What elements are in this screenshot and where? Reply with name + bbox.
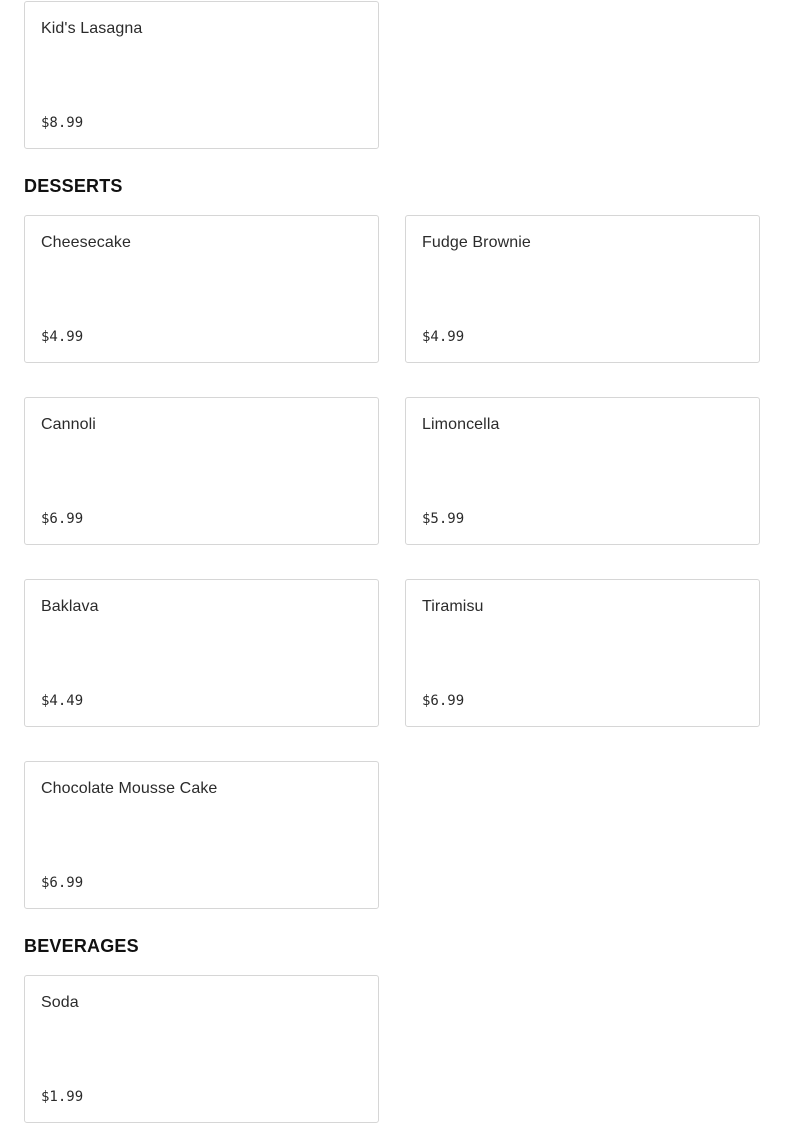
menu-item-price: $8.99 xyxy=(41,115,84,131)
menu-item-name: Fudge Brownie xyxy=(422,234,531,251)
section-title-desserts: DESSERTS xyxy=(24,176,123,196)
menu-item-card[interactable] xyxy=(24,215,379,363)
menu-item-price: $4.99 xyxy=(422,329,465,345)
section-title-beverages: BEVERAGES xyxy=(24,936,139,956)
menu-item-name: Cannoli xyxy=(41,416,96,433)
menu-item-card[interactable] xyxy=(24,579,379,727)
menu-item-card[interactable] xyxy=(405,579,760,727)
menu-item-name: Chocolate Mousse Cake xyxy=(41,780,218,797)
menu-item-price: $5.99 xyxy=(422,511,465,527)
menu-item-card[interactable] xyxy=(24,975,379,1123)
menu-item-card[interactable] xyxy=(24,761,379,909)
menu-item-price: $6.99 xyxy=(41,875,84,891)
menu-item-name: Soda xyxy=(41,994,79,1011)
menu-item-name: Cheesecake xyxy=(41,234,131,251)
menu-item-card[interactable] xyxy=(24,397,379,545)
menu-item-price: $4.99 xyxy=(41,329,84,345)
menu-item-card[interactable] xyxy=(24,1,379,149)
menu-item-price: $4.49 xyxy=(41,693,84,709)
menu-item-price: $6.99 xyxy=(422,693,465,709)
menu-item-price: $6.99 xyxy=(41,511,84,527)
menu-item-name: Tiramisu xyxy=(422,598,484,615)
menu-item-card[interactable] xyxy=(405,397,760,545)
menu-item-name: Limoncella xyxy=(422,416,500,433)
menu-item-name: Kid's Lasagna xyxy=(41,20,143,37)
menu-item-price: $1.99 xyxy=(41,1089,84,1105)
menu-item-card[interactable] xyxy=(405,215,760,363)
menu-item-name: Baklava xyxy=(41,598,99,615)
